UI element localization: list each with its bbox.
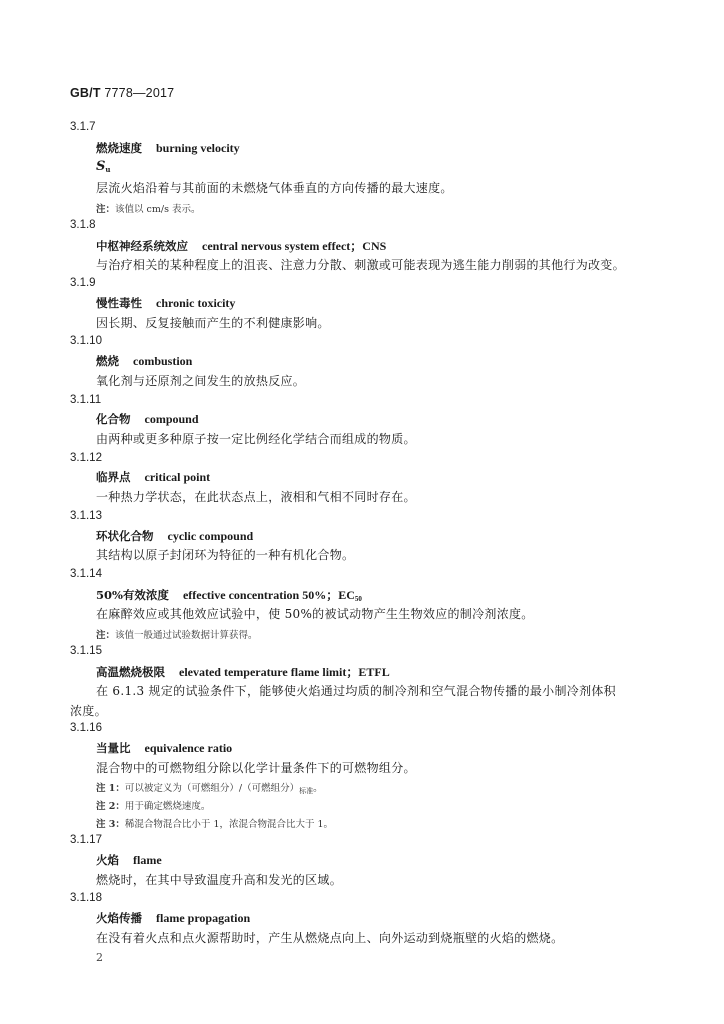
term-heading: 火焰传播 flame propagation — [96, 911, 251, 925]
term-heading: 中枢神经系统效应 central nervous system effect；CNS — [96, 239, 387, 253]
clause-number: 3.1.16 — [70, 722, 102, 734]
term-definition: 在没有着火点和点火源帮助时，产生从燃烧点向上、向外运动到烧瓶壁的火焰的燃烧。 — [96, 931, 564, 945]
term-definition: 层流火焰沿着与其前面的未燃烧气体垂直的方向传播的最大速度。 — [96, 181, 453, 195]
clause-number: 3.1.11 — [70, 394, 102, 406]
term-definition: 其结构以原子封闭环为特征的一种有机化合物。 — [96, 548, 355, 562]
clause-number: 3.1.7 — [70, 121, 96, 133]
term-definition: 氧化剂与还原剂之间发生的放热反应。 — [96, 374, 306, 388]
term-heading: 当量比 equivalence ratio — [96, 741, 233, 755]
term-definition: 因长期、反复接触而产生的不利健康影响。 — [96, 316, 330, 330]
clause-number: 3.1.14 — [70, 568, 102, 580]
term-note: 注：该值一般通过试验数据计算获得。 — [96, 630, 258, 641]
term-definition: 燃烧时，在其中导致温度升高和发光的区域。 — [96, 873, 343, 887]
standard-code: GB/T 7778—2017 — [70, 86, 175, 100]
term-note: 注：该值以 cm/s 表示。 — [96, 204, 201, 215]
term-heading: 临界点 critical point — [96, 470, 211, 484]
clause-number: 3.1.18 — [70, 892, 102, 904]
clause-number: 3.1.8 — [70, 219, 96, 231]
term-heading: 火焰 flame — [96, 853, 162, 867]
term-heading: 环状化合物 cyclic compound — [96, 529, 254, 543]
page-number: 2 — [96, 951, 103, 964]
term-definition: 在麻醉效应或其他效应试验中，使 50%的被试动物产生生物效应的制冷剂浓度。 — [96, 607, 534, 621]
term-note: 注 1：可以被定义为（可燃组分）/（可燃组分）$_{标准}$。 — [96, 783, 323, 795]
clause-number: 3.1.15 — [70, 645, 102, 657]
clause-number: 3.1.12 — [70, 452, 102, 464]
term-definition: 一种热力学状态，在此状态点上，液相和气相不同时存在。 — [96, 490, 416, 504]
clause-number: 3.1.17 — [70, 834, 102, 846]
term-heading: 50%有效浓度 effective concentration 50%；$EC_{50}$ — [96, 588, 362, 603]
term-definition: 在 6.1.3 规定的试验条件下，能够使火焰通过均质的制冷剂和空气混合物传播的最小制冷剂体积 — [96, 684, 616, 698]
term-note: 注 2：用于确定燃烧速度。 — [96, 801, 211, 812]
term-heading: 燃烧 combustion — [96, 354, 193, 368]
term-heading: 高温燃烧极限 elevated temperature flame limit；ETFL — [96, 665, 390, 679]
clause-number: 3.1.9 — [70, 277, 96, 289]
term-symbol: $S_u$ — [96, 159, 111, 174]
clause-number: 3.1.10 — [70, 335, 102, 347]
term-heading: 燃烧速度 burning velocity — [96, 141, 240, 155]
term-definition-continuation: 浓度。 — [70, 704, 107, 718]
term-definition: 由两种或更多种原子按一定比例经化学结合而组成的物质。 — [96, 432, 416, 446]
term-note: 注 3：稀混合物混合比小于 1，浓混合物混合比大于 1。 — [96, 819, 334, 830]
term-definition: 混合物中的可燃物组分除以化学计量条件下的可燃物组分。 — [96, 761, 416, 775]
term-definition: 与治疗相关的某种程度上的沮丧、注意力分散、刺激或可能表现为逃生能力削弱的其他行为改变。 — [96, 258, 625, 272]
clause-number: 3.1.13 — [70, 510, 102, 522]
term-heading: 化合物 compound — [96, 412, 199, 426]
term-heading: 慢性毒性 chronic toxicity — [96, 296, 236, 310]
